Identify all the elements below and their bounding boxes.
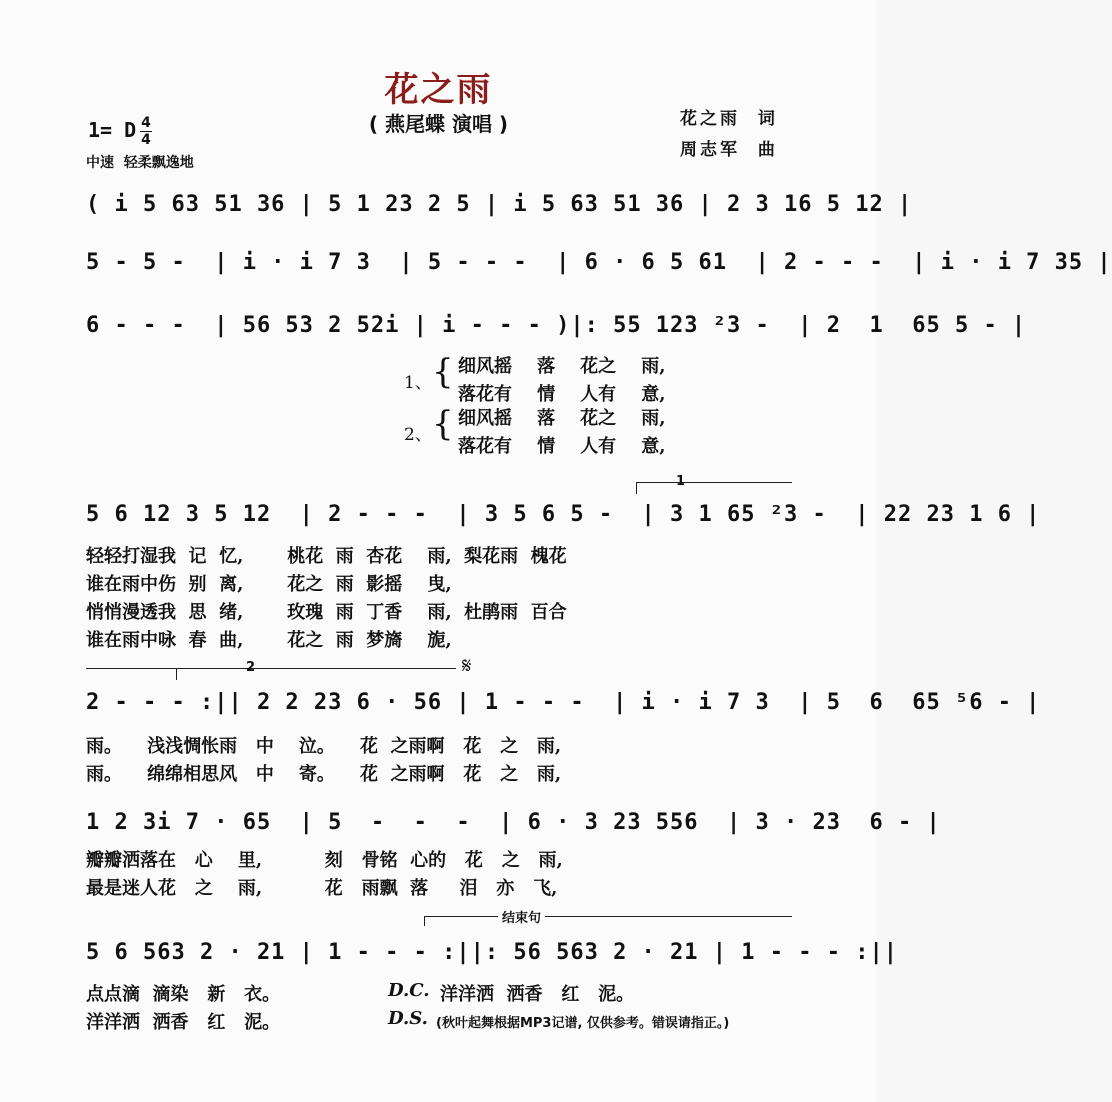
verse-brace-1: { (432, 352, 454, 392)
score-row-4: 5 6 12 3 5 12 | 2 - - - | 3 5 6 5 - | 3 1 65 ²3 - | 22 23 1 6 | (86, 502, 1041, 527)
score-row-3: 6 - - - | 56 53 2 52i | i - - - )|: 55 123 ²3 - | 2 1 65 5 - | (86, 313, 1027, 338)
song-title: 花之雨 (384, 70, 493, 110)
volta-1-bracket (636, 482, 792, 483)
lyrics-row-4-b: 谁在雨中伤 别 离, 花之 雨 影摇 曳, (86, 574, 452, 595)
time-bottom: 4 (141, 132, 151, 148)
ending-label: 结束句 (498, 907, 545, 926)
score-row-1: ( i 5 63 51 36 | 5 1 23 2 5 | i 5 63 51 36 | 2 3 16 5 12 | (86, 192, 913, 217)
verse-brace-2: { (432, 404, 454, 444)
lyrics-row-7-a-end: 洋洋洒 洒香 红 泥。 (440, 984, 635, 1005)
volta-1-end-bracket (86, 668, 182, 669)
transcription-note: (秋叶起舞根据MP3记谱, 仅供参考。错误请指正。) (436, 1016, 730, 1031)
time-top: 4 (141, 115, 151, 131)
score-row-2: 5 - 5 - | i · i 7 3 | 5 - - - | 6 · 6 5 61 | 2 - - - | i · i 7 35 | (86, 250, 1112, 275)
verse-1-line-a: 细风摇 落 花之 雨, (458, 356, 666, 377)
volta-2-label: 2 (246, 660, 256, 675)
performer-line: ( 燕尾蝶 演唱 ) (368, 112, 509, 136)
volta-1-label: 1 (676, 474, 686, 489)
verse-number-1: 1、 (404, 373, 432, 393)
lyrics-row-5-a: 雨。 浅浅惆怅雨 中 泣。 花 之雨啊 花 之 雨, (86, 736, 562, 757)
lyrics-row-4-c: 悄悄漫透我 思 绪, 玫瑰 雨 丁香 雨, 杜鹃雨 百合 (86, 602, 567, 623)
score-row-5: 2 - - - :|| 2 2 23 6 · 56 | 1 - - - | i · i 7 3 | 5 6 65 ⁵6 - | (86, 690, 1041, 715)
dc-marker: D.C. (388, 980, 430, 1001)
volta-2-bracket (176, 668, 456, 669)
lyrics-row-4-a: 轻轻打湿我 记 忆, 桃花 雨 杏花 雨, 梨花雨 槐花 (86, 546, 567, 567)
verse-number-2: 2、 (404, 425, 432, 445)
ds-marker: D.S. (388, 1008, 428, 1029)
key-signature: 1= D (88, 118, 137, 142)
lyrics-row-7-a: 点点滴 滴染 新 衣。 (86, 984, 281, 1005)
time-signature (140, 116, 152, 147)
verse-2-line-a: 细风摇 落 花之 雨, (458, 408, 666, 429)
lyrics-row-4-d: 谁在雨中咏 春 曲, 花之 雨 梦旖 旎, (86, 630, 452, 651)
volta-2-tick (176, 668, 177, 680)
ending-tick-left (424, 916, 425, 926)
verse-2-line-b: 落花有 情 人有 意, (458, 436, 666, 457)
score-row-7: 5 6 563 2 · 21 | 1 - - - :||: 56 563 2 · 21 | 1 - - - :|| (86, 940, 898, 965)
tempo-marking: 中速 轻柔飘逸地 (86, 155, 194, 171)
segno-icon: 𝄋 (462, 654, 472, 679)
score-row-6: 1 2 3i 7 · 65 | 5 - - - | 6 · 3 23 556 | 3 · 23 6 - | (86, 810, 941, 835)
lyrics-row-6-b: 最是迷人花 之 雨, 花 雨飘 落 泪 亦 飞, (86, 878, 558, 899)
ending-bracket (424, 916, 792, 917)
lyrics-row-5-b: 雨。 绵绵相思风 中 寄。 花 之雨啊 花 之 雨, (86, 764, 562, 785)
composer-credit: 周志军 曲 (680, 140, 778, 160)
lyrics-row-7-b: 洋洋洒 洒香 红 泥。 (86, 1012, 281, 1033)
verse-1-line-b: 落花有 情 人有 意, (458, 384, 666, 405)
lyricist-credit: 花之雨 词 (680, 109, 778, 129)
volta-1-tick (636, 482, 637, 494)
lyrics-row-6-a: 瓣瓣洒落在 心 里, 刻 骨铭 心的 花 之 雨, (86, 850, 563, 871)
